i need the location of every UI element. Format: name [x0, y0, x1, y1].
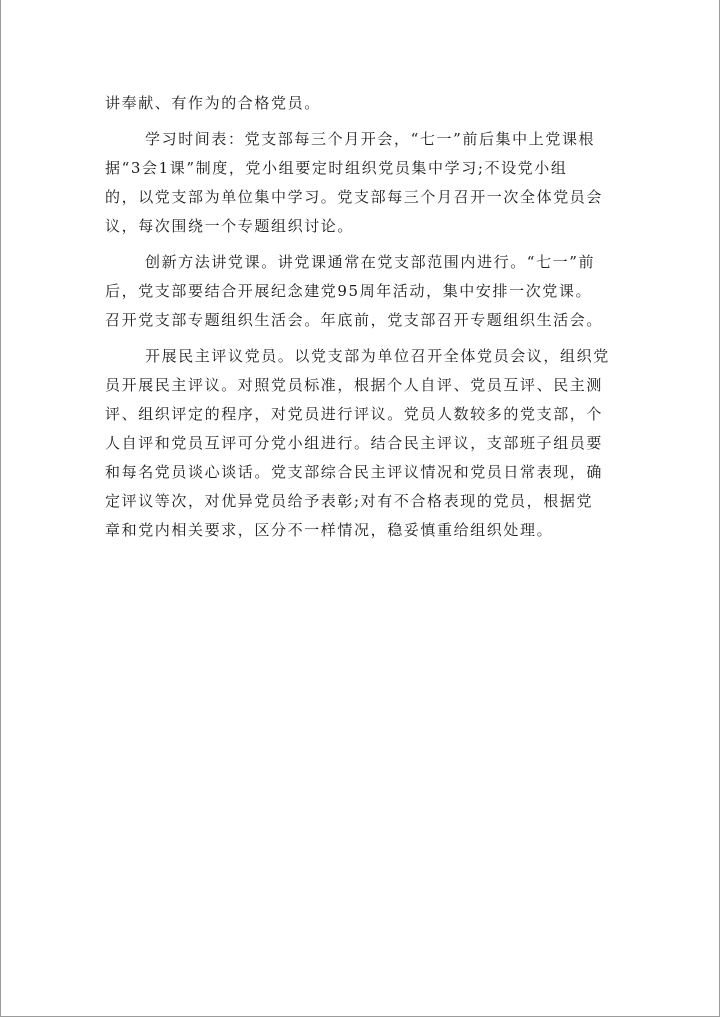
text-line: 章和党内相关要求，区分不一样情况，稳妥慎重给组织处理。 [105, 521, 554, 539]
document-body [105, 89, 621, 545]
paragraph-2 [105, 125, 621, 241]
paragraph-4 [105, 342, 621, 545]
text-line: 人自评和党员互评可分党小组进行。结合民主评议，支部班子组员要 [105, 434, 604, 452]
text-line: 后，党支部要结合开展纪念建党95周年活动，集中安排一次党课。 [105, 282, 593, 300]
paragraph-3 [105, 248, 621, 335]
text-line: 召开党支部专题组织生活会。年底前，党支部召开专题组织生活会。 [105, 311, 604, 329]
text-line: 开展民主评议党员。以党支部为单位召开全体党员会议，组织党 [145, 347, 610, 365]
paragraph-1 [105, 89, 621, 118]
text-line: 议，每次围绕一个专题组织讨论。 [105, 217, 355, 235]
text-line: 据“3会1课”制度，党小组要定时组织党员集中学习;不设党小组 [105, 159, 568, 177]
text-line: 和每名党员谈心谈话。党支部综合民主评议情况和党员日常表现，确 [105, 463, 604, 481]
text-line: 讲奉献、有作为的合格党员。 [105, 94, 321, 112]
text-line: 定评议等次，对优异党员给予表彰;对有不合格表现的党员，根据党 [105, 492, 594, 510]
text-line: 员开展民主评议。对照党员标准，根据个人自评、党员互评、民主测 [105, 376, 604, 394]
text-line: 评、组织评定的程序，对党员进行评议。党员人数较多的党支部，个 [105, 405, 604, 423]
text-line: 创新方法讲党课。讲党课通常在党支部范围内进行。“七一”前 [145, 253, 596, 271]
text-line: 学习时间表：党支部每三个月开会，“七一”前后集中上党课根 [145, 130, 596, 148]
text-line: 的，以党支部为单位集中学习。党支部每三个月召开一次全体党员会 [105, 188, 604, 206]
